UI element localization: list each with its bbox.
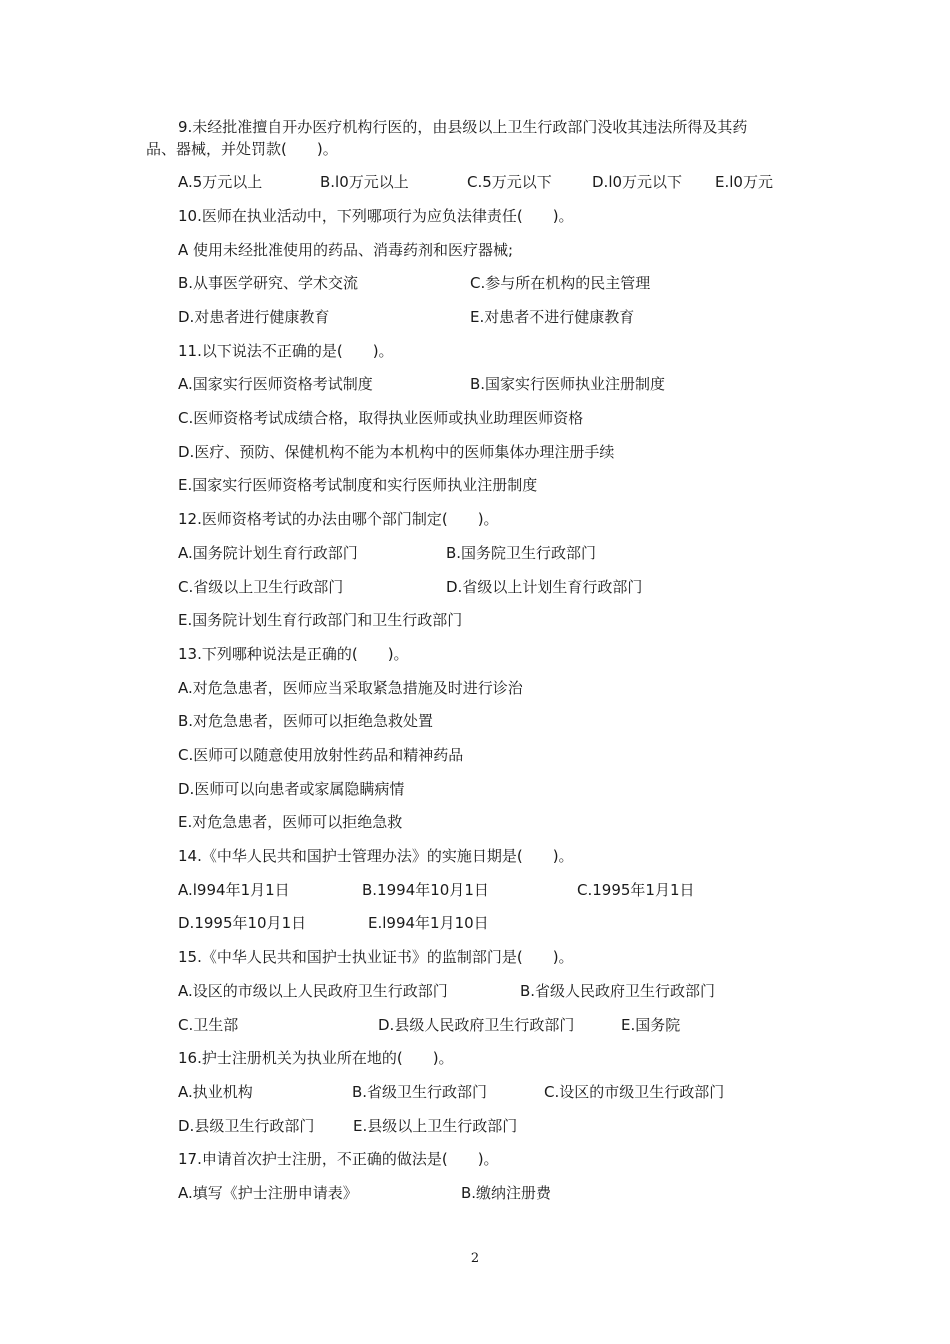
q9-option-b: B.l0万元以上	[320, 173, 409, 191]
q15-option-e: E.国务院	[621, 1016, 681, 1034]
q13-option-a: A.对危急患者，医师应当采取紧急措施及时进行诊治	[178, 679, 523, 697]
q13-option-d: D.医师可以向患者或家属隐瞒病情	[178, 780, 405, 798]
q11-option-c: C.医师资格考试成绩合格，取得执业医师或执业助理医师资格	[178, 409, 584, 427]
q14-option-a: A.l994年1月1日	[178, 881, 290, 899]
q12-option-e: E.国务院计划生育行政部门和卫生行政部门	[178, 611, 463, 629]
q10-option-e: E.对患者不进行健康教育	[470, 308, 635, 326]
q17-option-a: A.填写《护士注册申请表》	[178, 1184, 358, 1202]
q13-option-c: C.医师可以随意使用放射性药品和精神药品	[178, 746, 464, 764]
q10-option-b: B.从事医学研究、学术交流	[178, 274, 359, 292]
q13-stem: 13.下列哪种说法是正确的( )。	[178, 645, 409, 663]
q10-stem: 10.医师在执业活动中，下列哪项行为应负法律责任( )。	[178, 207, 574, 225]
q9-option-e: E.l0万元	[715, 173, 773, 191]
q15-option-a: A.设区的市级以上人民政府卫生行政部门	[178, 982, 448, 1000]
q10-option-d: D.对患者进行健康教育	[178, 308, 330, 326]
q13-option-e: E.对危急患者，医师可以拒绝急救	[178, 813, 403, 831]
q9-option-a: A.5万元以上	[178, 173, 263, 191]
q10-option-c: C.参与所在机构的民主管理	[470, 274, 651, 292]
q12-option-c: C.省级以上卫生行政部门	[178, 578, 344, 596]
q16-option-c: C.设区的市级卫生行政部门	[544, 1083, 725, 1101]
q16-option-e: E.县级以上卫生行政部门	[353, 1117, 518, 1135]
q11-option-d: D.医疗、预防、保健机构不能为本机构中的医师集体办理注册手续	[178, 443, 615, 461]
q16-option-d: D.县级卫生行政部门	[178, 1117, 315, 1135]
q9-option-d: D.l0万元以下	[592, 173, 683, 191]
q17-stem: 17.申请首次护士注册，不正确的做法是( )。	[178, 1150, 499, 1168]
q15-stem: 15.《中华人民共和国护士执业证书》的监制部门是( )。	[178, 948, 574, 966]
q14-option-e: E.l994年1月10日	[368, 914, 489, 932]
q16-option-a: A.执业机构	[178, 1083, 253, 1101]
q11-option-b: B.国家实行医师执业注册制度	[470, 375, 666, 393]
q16-stem: 16.护士注册机关为执业所在地的( )。	[178, 1049, 454, 1067]
q9-option-c: C.5万元以下	[467, 173, 552, 191]
page-number: 2	[470, 1251, 480, 1266]
q12-option-a: A.国务院计划生育行政部门	[178, 544, 358, 562]
q9-stem-cont: 品、器械，并处罚款( )。	[146, 140, 338, 158]
q10-option-a: A 使用未经批准使用的药品、消毒药剂和医疗器械;	[178, 241, 514, 259]
q11-option-e: E.国家实行医师资格考试制度和实行医师执业注册制度	[178, 476, 538, 494]
q17-option-b: B.缴纳注册费	[461, 1184, 552, 1202]
q9-stem: 9.未经批准擅自开办医疗机构行医的，由县级以上卫生行政部门没收其违法所得及其药	[178, 118, 748, 136]
q12-option-b: B.国务院卫生行政部门	[446, 544, 597, 562]
q13-option-b: B.对危急患者，医师可以拒绝急救处置	[178, 712, 434, 730]
q12-option-d: D.省级以上计划生育行政部门	[446, 578, 643, 596]
q14-option-b: B.1994年10月1日	[362, 881, 489, 899]
q15-option-c: C.卫生部	[178, 1016, 239, 1034]
q12-stem: 12.医师资格考试的办法由哪个部门制定( )。	[178, 510, 499, 528]
q15-option-d: D.县级人民政府卫生行政部门	[378, 1016, 575, 1034]
q16-option-b: B.省级卫生行政部门	[352, 1083, 488, 1101]
q14-option-c: C.1995年1月1日	[577, 881, 695, 899]
q15-option-b: B.省级人民政府卫生行政部门	[520, 982, 716, 1000]
q11-stem: 11.以下说法不正确的是( )。	[178, 342, 394, 360]
q14-option-d: D.1995年10月1日	[178, 914, 307, 932]
q11-option-a: A.国家实行医师资格考试制度	[178, 375, 373, 393]
q14-stem: 14.《中华人民共和国护士管理办法》的实施日期是( )。	[178, 847, 574, 865]
